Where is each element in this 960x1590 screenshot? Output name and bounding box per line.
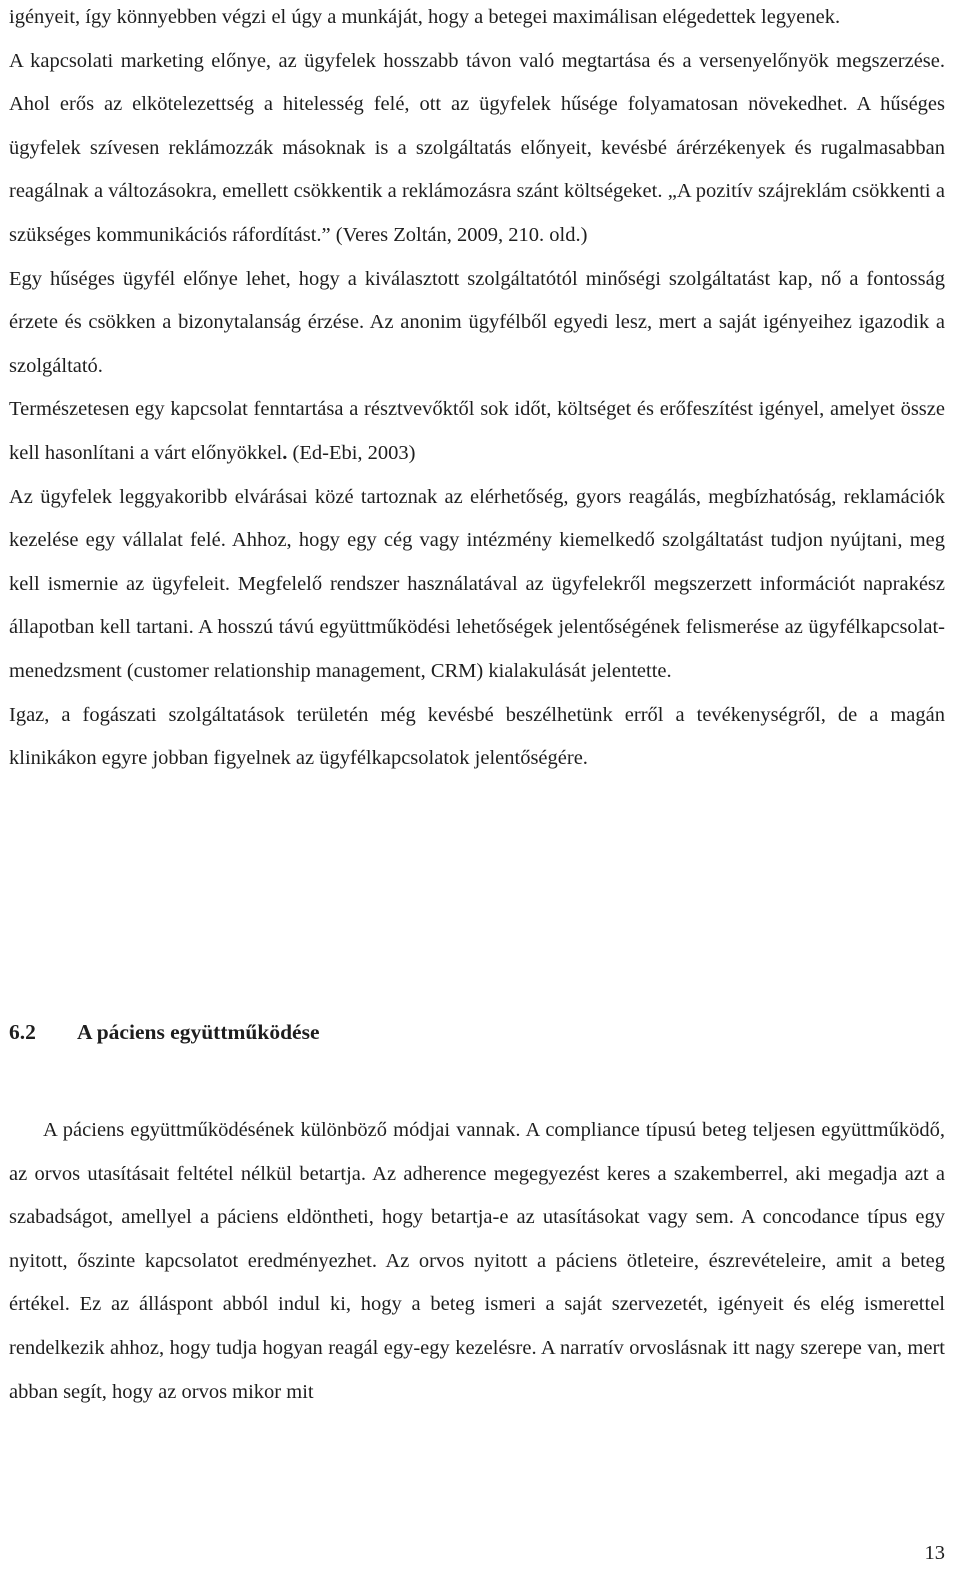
paragraph [9, 388, 945, 475]
paragraph: Az ügyfelek leggyakoribb elvárásai közé tartoznak az elérhetőség, gyors reagálás, megbízhatóság, reklamációk kezelése egy vállalat felé. Ahhoz, hogy egy cég vagy intézmény kiemelkedő szolgáltatást tudjon nyújtani, meg kell ismernie az ügyfeleit. Megfelelő rendszer használatával az ügyfelekről megszerzett információt naprakész állapotban kell tartani. A hosszú távú együttműködési lehetőségek jelentőségének felismerése az ügyfélkapcsolat-menedzsment (customer relationship management, CRM) kialakulását jelentette. [9, 485, 945, 682]
paragraph: Egy hűséges ügyfél előnye lehet, hogy a kiválasztott szolgáltatótól minőségi szolgáltatást kap, nő a fontosság érzete és csökken a bizonytalanság érzése. Az anonim ügyfélből egyedi lesz, mert a saját igényeihez igazodik a szolgáltató. [9, 267, 945, 377]
paragraph [9, 1109, 945, 1414]
bold-period: . [282, 441, 288, 464]
body-text-section [9, 1109, 945, 1414]
section-number: 6.2 [9, 1020, 36, 1044]
section-heading [9, 1014, 945, 1050]
paragraph-text: A páciens együttműködésének különböző módjai vannak. A compliance típusú beteg teljesen együttműködő, az orvos utasításait feltétel nélkül betartja. Az adherence megegyezést keres a szakemberrel, aki megadja azt a szabadságot, amellyel a páciens eldöntheti, hogy betartja-e az utasításokat vagy sem. A concodance típus egy nyitott, őszinte kapcsolatot eredményezhet. Az orvos nyitott a páciens ötleteire, észrevételeire, amit a beteg értékel. Ez az álláspont abból indul ki, hogy a beteg ismeri a saját szervezetét, igényeit és elég ismerettel rendelkezik ahhoz, hogy tudja hogyan reagál egy-egy kezelésre. A narratív orvoslásnak itt nagy szerepe van, mert abban segít, hogy az orvos mikor mit [9, 1119, 945, 1403]
paragraph-text: Természetesen egy kapcsolat fenntartása a résztvevőktől sok időt, költséget és erőfeszítést igényel, amelyet össze kell hasonlítani a várt előnyökkel [9, 398, 945, 464]
section-title: A páciens együttműködése [77, 1020, 320, 1044]
body-text-top [9, 0, 945, 781]
paragraph: Igaz, a fogászati szolgáltatások területén még kevésbé beszélhetünk erről a tevékenységről, de a magán klinikákon egyre jobban figyelnek az ügyfélkapcsolatok jelentőségére. [9, 703, 945, 770]
citation: (Ed-Ebi, 2003) [287, 441, 416, 464]
page-number: 13 [924, 1542, 945, 1564]
paragraph: igényeit, így könnyebben végzi el úgy a munkáját, hogy a betegei maximálisan elégedettek legyenek. [9, 6, 841, 28]
paragraph: A kapcsolati marketing előnye, az ügyfelek hosszabb távon való megtartása és a versenyelőnyök megszerzése. Ahol erős az elkötelezettség a hitelesség felé, ott az ügyfelek hűsége folyamatosan növekedhet. A hűséges ügyfelek szívesen reklámozzák másoknak is a szolgáltatás előnyeit, kevésbé árérzékenyek és rugalmasabban reagálnak a változásokra, emellett csökkentik a reklámozásra szánt költségeket. „A pozitív szájreklám csökkenti a szükséges kommunikációs ráfordítást.” (Veres Zoltán, 2009, 210. old.) [9, 49, 945, 246]
